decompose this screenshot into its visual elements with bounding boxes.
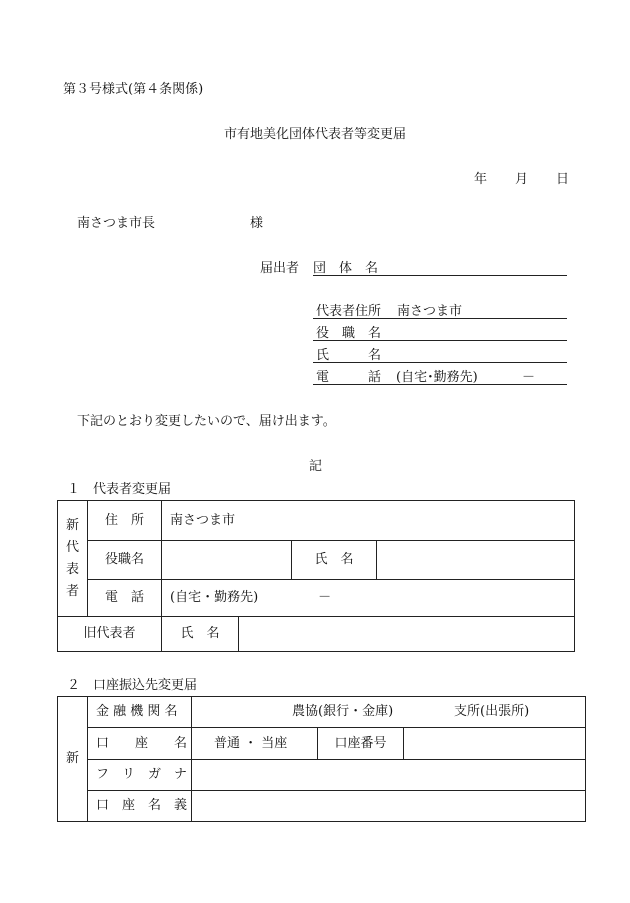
group-name-line[interactable] xyxy=(313,275,567,276)
name-line[interactable] xyxy=(313,362,567,363)
address-label: 住 所 xyxy=(88,501,162,541)
old-rep-label: 旧代表者 xyxy=(58,617,162,652)
group-name-label: 団 体 名 xyxy=(313,261,379,276)
account-type-cell[interactable]: 普通 ・ 当座 xyxy=(192,728,318,760)
representative-change-table xyxy=(57,500,575,652)
position-value-cell[interactable] xyxy=(162,541,292,580)
statement: 下記のとおり変更したいので、届け出ます。 xyxy=(77,414,336,429)
position-label-cell: 役職名 xyxy=(88,541,162,580)
branch-suffix: 支所(出張所) xyxy=(454,704,530,719)
furigana-value[interactable] xyxy=(192,760,586,791)
addressee: 南さつま市長 xyxy=(77,216,156,231)
position-label: 役 職 名 xyxy=(316,326,382,341)
phone-value: (自宅･勤務先) xyxy=(396,370,478,385)
phone-dash: － xyxy=(522,370,536,385)
rep-address-line[interactable] xyxy=(313,318,567,319)
ki-mark: 記 xyxy=(309,459,323,474)
new-rep-char-3: 表 xyxy=(65,561,79,577)
account-label: 口 座 名 xyxy=(88,728,192,760)
old-name-label: 氏 名 xyxy=(162,617,239,651)
submitter-label: 届出者 xyxy=(260,261,300,276)
bank-label: 金 融 機 関 名 xyxy=(88,697,192,728)
new-name-label: 氏 名 xyxy=(292,541,377,580)
bank-account-change-table xyxy=(57,696,586,822)
account-number-value[interactable] xyxy=(404,728,586,760)
phone-label-cell: 電 話 xyxy=(88,580,162,617)
honorific: 様 xyxy=(250,216,264,231)
document-title: 市有地美化団体代表者等変更届 xyxy=(223,127,406,142)
section1-title: １ 代表者変更届 xyxy=(67,482,172,497)
account-holder-label: 口 座 名 義 xyxy=(88,791,192,822)
position-line[interactable] xyxy=(313,340,567,341)
date-day-label: 日 xyxy=(556,172,570,187)
section2-title: ２ 口座振込先変更届 xyxy=(67,678,198,693)
phone-value-cell[interactable] xyxy=(162,580,575,617)
rep-address-label: 代表者住所 xyxy=(316,304,382,319)
phone-line[interactable] xyxy=(313,384,567,385)
date-month-label: 月 xyxy=(515,172,529,187)
new-rep-char-4: 者 xyxy=(65,583,79,599)
date-year-label: 年 xyxy=(474,172,488,187)
address-value-cell[interactable]: 南さつま市 xyxy=(162,501,575,541)
bank-value-cell[interactable] xyxy=(192,697,586,728)
new-rep-char-1: 新 xyxy=(65,517,79,533)
new-label-cell: 新 xyxy=(58,697,88,822)
furigana-label: フ リ ガ ナ xyxy=(88,760,192,791)
phone-value-dash: － xyxy=(318,590,332,605)
account-number-label: 口座番号 xyxy=(318,728,404,760)
new-rep-label-cell xyxy=(58,501,88,617)
new-name-value-cell[interactable] xyxy=(377,541,575,580)
rep-address-value: 南さつま市 xyxy=(397,304,463,319)
old-name-value[interactable] xyxy=(239,617,574,651)
phone-label: 電 話 xyxy=(316,370,382,385)
new-rep-char-2: 代 xyxy=(65,539,79,555)
form-number: 第３号様式(第４条関係) xyxy=(63,82,204,97)
phone-value-text: (自宅・勤務先) xyxy=(170,590,259,605)
bank-suffix: 農協(銀行・金庫) xyxy=(292,704,394,719)
name-label: 氏 名 xyxy=(316,348,382,363)
old-rep-cell xyxy=(162,617,575,652)
account-holder-value[interactable] xyxy=(192,791,586,822)
